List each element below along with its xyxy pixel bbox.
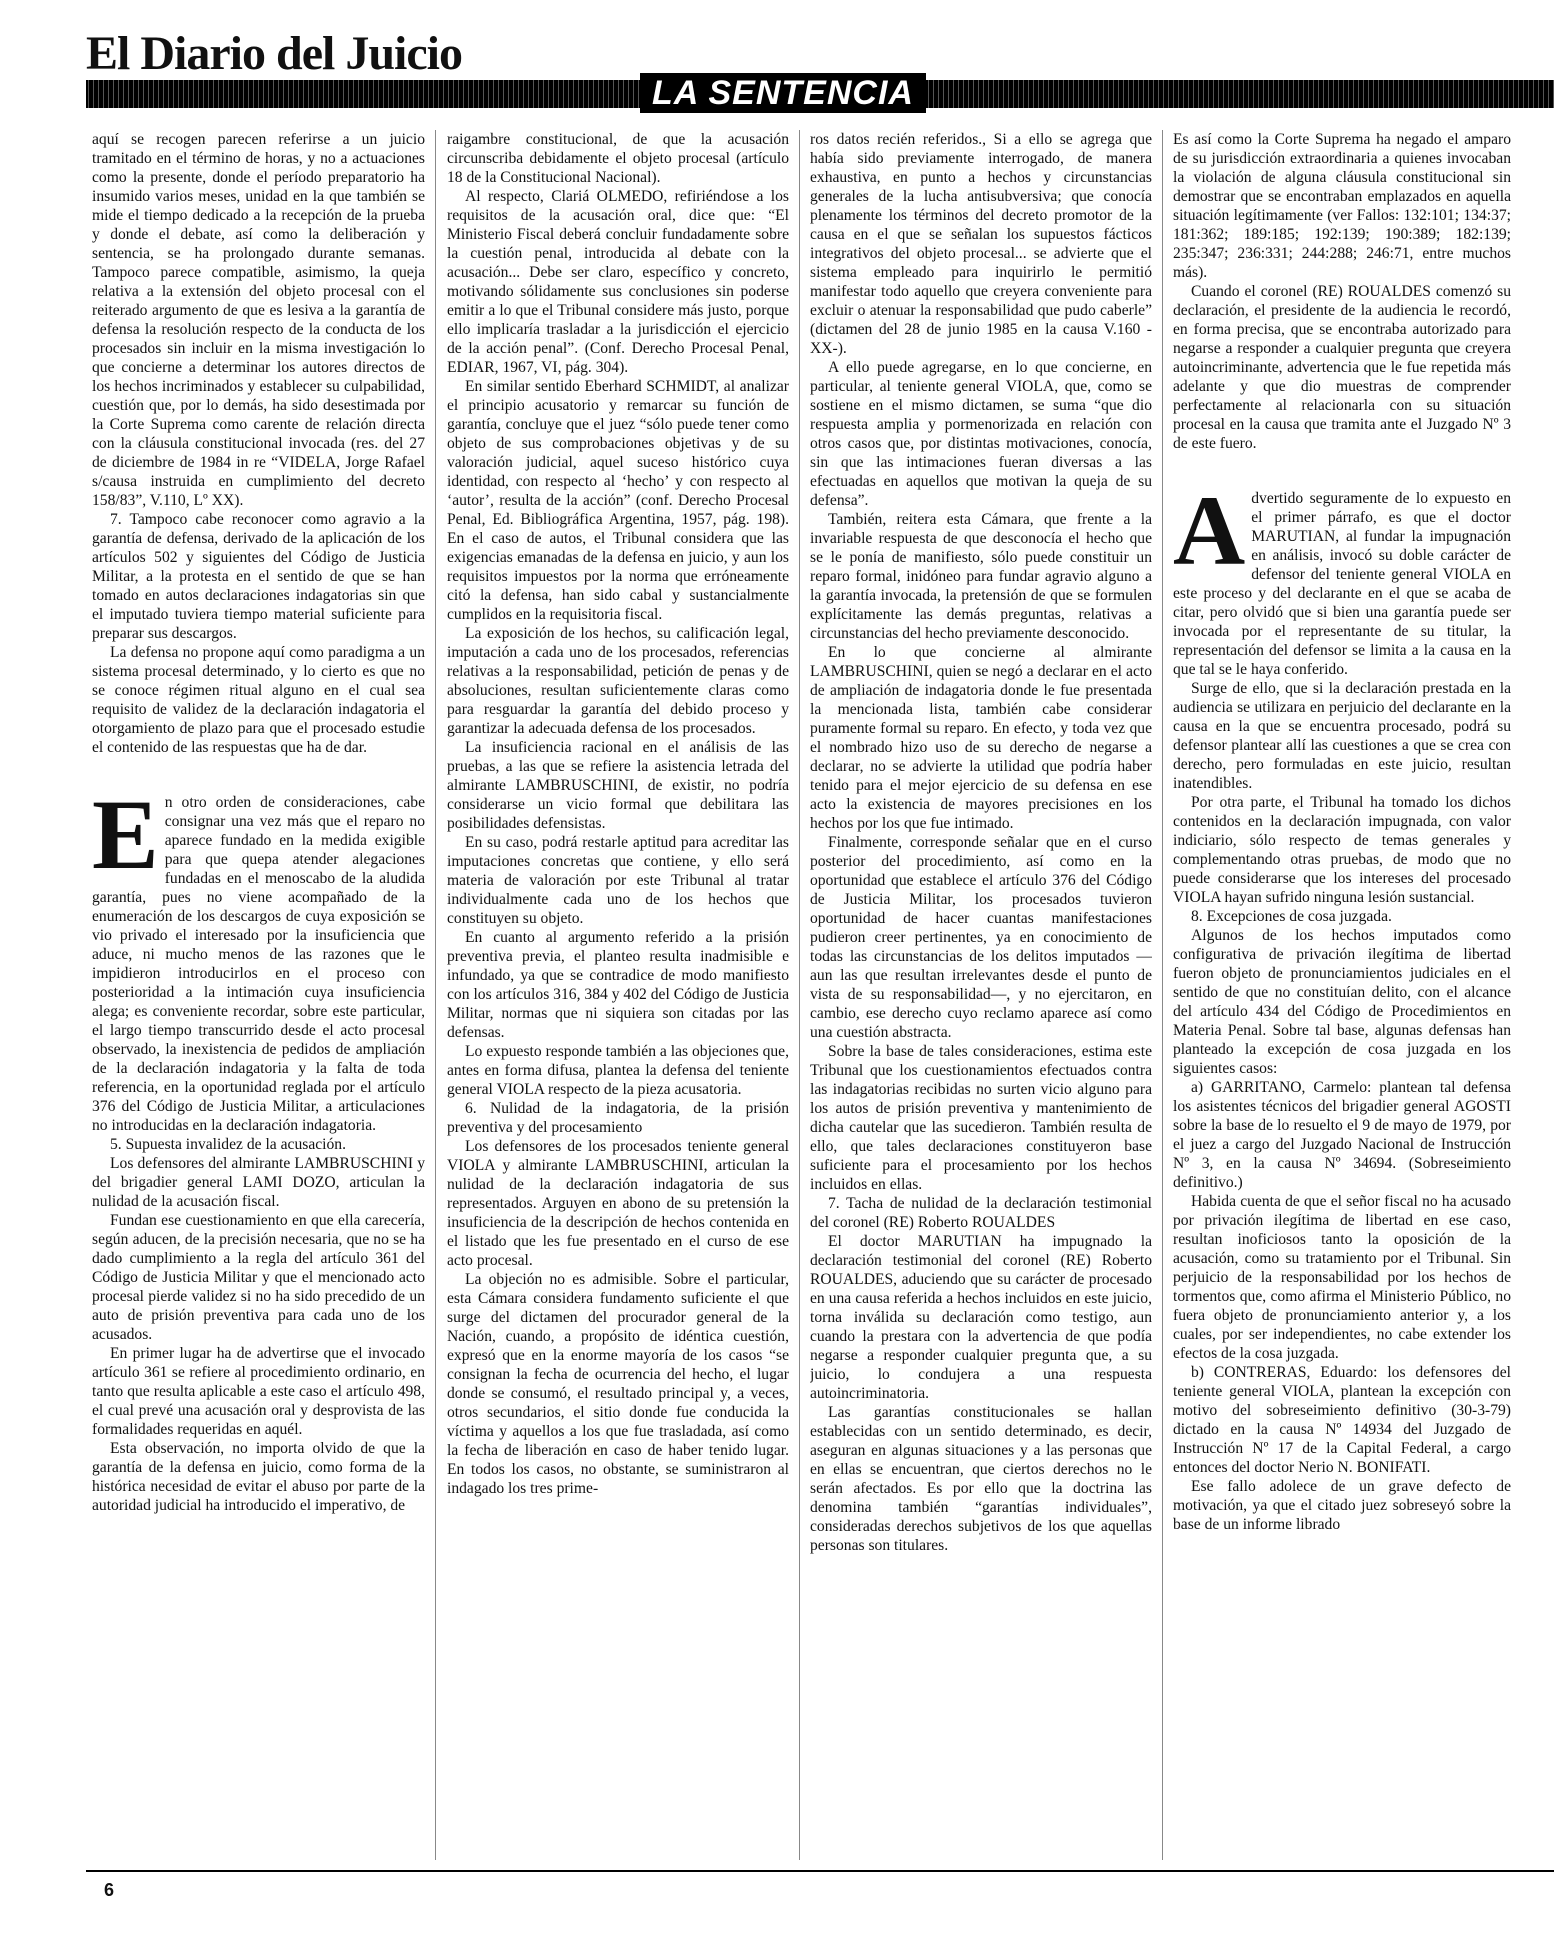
paragraph-text: En similar sentido Eberhard SCHMIDT, al analizar el principio acusatorio y remarcar su función de garantía, concluye que el juez “sólo puede tener como objeto de sus comprobaciones objetivas y de su valoración judicial, aquel suceso histórico cuya identidad, con respecto al ‘hecho’ y con respecto al ‘autor’, resulta de la acción” (conf. Derecho Procesal Penal, Ed. Bibliográfica Argentina, 1957, pág. 198). En el caso de autos, el Tribunal considera que las exigencias emanadas de la defensa en juicio, y aun los requisitos impuestos por la norma que erróneamente citó la defensa, han sido cabal y sustancialmente cumplidos en la requisitoria fiscal. [447,378,789,623]
article-paragraph [447,833,789,928]
paragraph-text: La defensa no propone aquí como paradigma a un sistema procesal determinado, y lo cierto es que no se conoce régimen ritual alguno en el cual sea requisito de validez de la declaración indagatoria el otorgamiento de plazo para que el procesado estudie el contenido de las respuestas que ha de dar. [92,644,425,756]
paragraph-text: raigambre constitucional, de que la acusación circunscriba debidamente el objeto procesal (artículo 18 de la Constitucional Nacional). [447,131,789,186]
article-paragraph [1173,926,1511,1078]
column-divider [435,130,436,1860]
article-paragraph [810,833,1152,1042]
paragraph-text: En cuanto al argumento referido a la prisión preventiva previa, el planteo resulta inadmisible e infundado, ya que se contradice de modo manifiesto con los artículos 316, 384 y 402 del Código de Justicia Militar, normas que ni siquiera son citadas por las defensas. [447,929,789,1041]
paragraph-text: Cuando el coronel (RE) ROUALDES comenzó su declaración, el presidente de la audiencia le recordó, en forma precisa, que se encontraba autorizado para negarse a responder a cualquier pregunta que creyera autoincriminante, advertencia que le fue repetida más adelante y que dio muestras de comprender perfectamente al relacionarla con su situación procesal en la causa que tramita ante el Juzgado Nº 3 de este fuero. [1173,283,1511,452]
article-paragraph [1173,130,1511,282]
paragraph-text: 7. Tampoco cabe reconocer como agravio a la garantía de defensa, derivado de la aplicación de los artículos 502 y siguientes del Código de Justicia Militar, a la protesta en el sentido de que se han tomado en autos declaraciones indagatorias sin que el imputado tuviera tiempo material suficiente para preparar sus descargos. [92,511,425,642]
paragraph-text: La exposición de los hechos, su calificación legal, imputación a cada uno de los procesados, referencias relativas a la responsabilidad, petición de penas y de absoluciones, resultan suficientemente claras como para resguardar la garantía del debido proceso y garantizar la adecuada defensa de los procesados. [447,625,789,737]
article-paragraph [1173,907,1511,926]
article-paragraph [92,1344,425,1439]
paragraph-text: A ello puede agregarse, en lo que concierne, en particular, al teniente general VIOLA, que, como se sostiene en el mismo dictamen, se suma “que dio respuesta amplia y pormenorizada en relación con otros casos que, por distintas motivaciones, conocía, sin que las intimaciones fueran diversas a las efectuadas en aquellos que motivan la queja de su defensa”. [810,359,1152,509]
article-paragraph [810,1042,1152,1194]
paragraph-text: Los defensores de los procesados teniente general VIOLA y almirante LAMBRUSCHINI, articulan la nulidad de la declaración indagatoria de sus representados. Arguyen en abono de su pretensión la insuficiencia de la descripción de hechos contenida en el listado que les fue presentado en el curso de ese acto procesal. [447,1138,789,1269]
article-paragraph [447,377,789,624]
paragraph-text: 5. Supuesta invalidez de la acusación. [110,1136,346,1153]
article-paragraph [92,643,425,757]
article-paragraph [810,358,1152,510]
page-number: 6 [104,1880,115,1900]
article-paragraph [92,510,425,643]
article-paragraph [92,1439,425,1515]
paragraph-text: 7. Tacha de nulidad de la declaración testimonial del coronel (RE) Roberto ROUALDES [810,1195,1152,1231]
column-4 [1173,130,1511,1860]
article-paragraph [92,779,425,1135]
paragraph-text: Esta observación, no importa olvido de que la garantía de la defensa en juicio, como forma de la histórica necesidad de evitar el abuso por parte de la autoridad judicial ha introducido el imperativo, de [92,1440,425,1514]
paragraph-text: Finalmente, corresponde señalar que en el curso posterior del procedimiento, así como en la oportunidad que establece el artículo 376 del Código de Justicia Militar, los procesados tuvieron oportunidad de hacer cuantas manifestaciones pudieron creer pertinentes, ya en conocimiento de todas las circunstancias de los delitos imputados —aun las que resultan irrelevantes desde el punto de vista de su responsabilidad—, y no ejercitaron, en cambio, ese derecho cuyo reclamo aparece así como una cuestión abstracta. [810,834,1152,1041]
article-paragraph [1173,1078,1511,1192]
article-paragraph [1173,1477,1511,1534]
article-paragraph [447,928,789,1042]
paragraph-text: Por otra parte, el Tribunal ha tomado los dichos contenidos en la declaración impugnada, con valor indiciario, sólo respecto de temas generales y complementando otras pruebas, de modo que no puede considerarse que los intereses del procesado VIOLA hayan sufrido ninguna lesión sustancial. [1173,794,1511,906]
paragraph-text: El doctor MARUTIAN ha impugnado la declaración testimonial del coronel (RE) Roberto ROUALDES, aduciendo que su carácter de procesado en una causa referida a hechos incluidos en este juicio, torna inválida su declaración como testigo, aun cuando la prestara con la advertencia de que podía negarse a responder cualquier pregunta que, a su juicio, lo condujera a una respuesta autoincriminatoria. [810,1233,1152,1402]
paragraph-text: En su caso, podrá restarle aptitud para acreditar las imputaciones concretas que contiene, y ello será materia de valoración por este Tribunal al tratar individualmente cada uno de los hechos que constituyen su objeto. [447,834,789,927]
article-paragraph [447,1099,789,1137]
paragraph-text: Ese fallo adolece de un grave defecto de motivación, ya que el citado juez sobreseyó sobre la base de un informe librado [1173,1478,1511,1533]
article-paragraph [810,643,1152,833]
article-paragraph [810,1403,1152,1555]
article-paragraph [447,1270,789,1498]
footer-rule [86,1870,1554,1872]
article-paragraph [810,1232,1152,1403]
article-paragraph [92,1154,425,1211]
paragraph-text: La insuficiencia racional en el análisis de las pruebas, a las que se refiere la asistencia letrada del almirante LAMBRUSCHINI, de existir, no podría considerarse un vicio formal que debilitara las posibilidades defensistas. [447,739,789,832]
article-paragraph [447,1137,789,1270]
article-paragraph [810,130,1152,358]
column-divider [799,130,800,1860]
column-divider [1162,130,1163,1860]
article-paragraph [1173,679,1511,793]
paragraph-text: Surge de ello, que si la declaración prestada en la audiencia se utilizara en perjuicio del declarante en la causa en la que se encuentra procesado, podrá su defensor plantear allí las cuestiones a que se crea con derecho, pero formuladas en este juicio, resultan inatendibles. [1173,680,1511,792]
paragraph-text: Al respecto, Clariá OLMEDO, refiriéndose a los requisitos de la acusación oral, dice que: “El Ministerio Fiscal deberá concluir fundadamente sobre la cuestión penal, introducida al debate con la acusación... Debe ser claro, específico y concreto, motivando sólidamente sus conclusiones sin poderse emitir a lo que el Tribunal considere más justo, porque ello implicaría trasladar a la jurisdicción el ejercicio de la acción penal”. (Conf. Derecho Procesal Penal, EDIAR, 1967, VI, pág. 304). [447,188,789,376]
paragraph-text: En primer lugar ha de advertirse que el invocado artículo 361 se refiere al procedimiento ordinario, en tanto que resulta aplicable a este caso el artículo 498, el cual prevé una acusación oral y desprovista de las formalidades requeridas en aquél. [92,1345,425,1438]
article-paragraph [447,738,789,833]
article-paragraph [1173,1192,1511,1363]
article-paragraph [1173,282,1511,453]
paragraph-text: Sobre la base de tales consideraciones, estima este Tribunal que los cuestionamientos efectuados contra las indagatorias recibidas no surten vicio alguno para los autos de prisión preventiva y mantenimiento de dicha cautelar que las sucedieron. También resulta de ello, que tales declaraciones constituyeron base suficiente para el procesamiento por los hechos incluidos en ellas. [810,1043,1152,1193]
article-paragraph [447,1042,789,1099]
article-paragraph [810,1194,1152,1232]
paragraph-text: n otro orden de consideraciones, cabe consignar una vez más que el reparo no aparece fundado en la medida exigible para que quepa atender alegaciones fundadas en el menoscabo de la aludida garantía, pues no viene acompañado de la enumeración de los descargos de cuya exposición se vio privado el interesado por la insuficiencia que aduce, ni mucho menos de las razones que le impidieron introducirlos en el proceso con posterioridad a la intimación cuya insuficiencia alega; es conveniente recordar, sobre este particular, el largo tiempo transcurrido desde el acto procesal observado, la inexistencia de pedidos de ampliación de la declaración indagatoria y la falta de toda referencia, en la oportunidad reglada por el artículo 376 del Código de Justicia Militar, a articulaciones no introducidas en la declaración indagatoria. [92,794,425,1134]
article-paragraph [92,1211,425,1344]
article-paragraph [447,624,789,738]
paragraph-text: Lo expuesto responde también a las objeciones que, antes en forma difusa, plantea la defensa del teniente general VIOLA respecto de la pieza acusatoria. [447,1043,789,1098]
article-paragraph [447,187,789,377]
paragraph-text: aquí se recogen parecen referirse a un juicio tramitado en el término de horas, y no a actuaciones como la presente, donde el período preparatorio ha insumido varios meses, unidad en la que también se mide el tiempo dedicado a la recepción de la prueba y donde el debate, así como la deliberación y sentencia, se ha prolongado durante semanas. Tampoco parece compatible, asimismo, la queja relativa a la extensión del objeto procesal con el reiterado argumento de que es lesiva a la garantía de defensa la resolución respecto de la conducta de los procesados sin incluir en la misma investigación lo que concierne a determinar los autores directos de los hechos incriminados y establecer su culpabilidad, cuestión que, por lo demás, ha sido desestimada por la Corte Suprema como carente de relación directa con la cláusula constitucional invocada (res. del 27 de diciembre de 1984 in re “VIDELA, Jorge Rafael s/causa instruida en cumplimiento del decreto 158/83”, V.110, Lº XX). [92,131,425,509]
paragraph-text: También, reitera esta Cámara, que frente a la invariable respuesta de que desconocía el hecho que se le ponía de manifiesto, sólo puede constituir un reparo formal, inidóneo para fundar agravio alguno a la garantía invocada, la pretensión de que se formulen explícitamente las demás preguntas, relativas a circunstancias del hecho previamente desconocido. [810,511,1152,642]
paragraph-text: En lo que concierne al almirante LAMBRUSCHINI, quien se negó a declarar en el acto de ampliación de indagatoria donde le fue presentada la mencionada lista, también cabe considerar puramente formal su reparo. En efecto, y toda vez que el nombrado hizo uso de su derecho de negarse a declarar, no se advierte la utilidad que podría haber tenido para el mejor ejercicio de su defensa en ese acto la existencia de mayores precisiones en los hechos por los que fue intimado. [810,644,1152,832]
column-3 [810,130,1152,1860]
article-paragraph [1173,793,1511,907]
paragraph-text: La objeción no es admisible. Sobre el particular, esta Cámara considera fundamento suficiente el que surge del dictamen del procurador general de la Nación, cuando, a propósito de idéntica cuestión, expresó que en la enorme mayoría de los casos “se consignan la fecha de ocurrencia del hecho, el lugar donde se consumó, el resultado principal y, a veces, otros secundarios, el sitio donde fue conducida la víctima y aquellos a los que fue trasladada, así como la fecha de liberación en caso de haber tenido lugar. En todos los casos, no obstante, se suministraron al indagado los tres prime- [447,1271,789,1497]
paragraph-text: dvertido seguramente de lo expuesto en el primer párrafo, es que el doctor MARUTIAN, al fundar la impugnación en análisis, invocó su doble carácter de defensor del teniente general VIOLA en este proceso y del declarante en el que se acaba de citar, pero olvidó que si bien una garantía puede ser invocada por el representante de su titular, la representación del defensor se limita a la causa en la que tal se le haya conferido. [1173,490,1511,678]
paragraph-text: Los defensores del almirante LAMBRUSCHINI y del brigadier general LAMI DOZO, articulan la nulidad de la acusación fiscal. [92,1155,425,1210]
paragraph-text: Habida cuenta de que el señor fiscal no ha acusado por privación ilegítima de libertad en ese caso, resultan inoficiosos tanto la oposición de la acusación, como su tratamiento por el Tribunal. Sin perjuicio de la responsabilidad por los hechos de tormentos que, como afirma el Ministerio Público, no fuera objeto de pronunciamiento anterior y, a los cuales, por ser independientes, no cabe extender los efectos de la cosa juzgada. [1173,1193,1511,1362]
column-1 [92,130,425,1860]
article-paragraph [92,130,425,510]
paragraph-text: b) CONTRERAS, Eduardo: los defensores del teniente general VIOLA, plantean la excepción con motivo del sobreseimiento definitivo (30-3-79) dictado en la causa Nº 14934 del Juzgado de Instrucción Nº 17 de la Capital Federal, a cargo entonces del doctor Nerio N. BONIFATI. [1173,1364,1511,1476]
paragraph-text: ros datos recién referidos., Si a ello se agrega que había sido previamente interrogado, de manera exhaustiva, en punto a hechos y circunstancias generales de la lucha antisubversiva; que conocía plenamente los términos del decreto promotor de la causa en el que se señalan los supuestos fácticos integrativos del objeto procesal... se advierte que el sistema empleado para inquirirlo le permitió manifestar todo aquello que creyera conveniente para excluir o atenuar la responsabilidad que pudo caberle” (dictamen del 28 de junio 1985 en la causa V.160 -XX-). [810,131,1152,357]
paragraph-text: 8. Excepciones de cosa juzgada. [1191,908,1392,925]
paragraph-text: Las garantías constitucionales se hallan establecidas con un sentido determinado, es decir, aseguran en algunas situaciones y a las personas que en ellas se encuentran, que ciertos derechos no le serán afectados. Es por ello que la doctrina las denomina también “garantías individuales”, consideradas derechos subjetivos de los que aquellas personas son titulares. [810,1404,1152,1554]
article-paragraph [810,510,1152,643]
masthead: El Diario del Juicio [86,27,462,80]
article-paragraph [92,1135,425,1154]
column-2 [447,130,789,1860]
article-paragraph [447,130,789,187]
drop-cap: E [92,779,159,890]
paragraph-text: Es así como la Corte Suprema ha negado el amparo de su jurisdicción extraordinaria a quienes invocaban la violación de alguna cláusula constitucional sin demostrar que se encontraban emplazados en aquella situación legítimamente (ver Fallos: 132:101; 134:37; 181:362; 189:185; 192:139; 190:389; 182:139; 235:347; 236:331; 244:288; 246:71, entre muchos más). [1173,131,1511,281]
paragraph-text: a) GARRITANO, Carmelo: plantean tal defensa los asistentes técnicos del brigadier general AGOSTI sobre la base de lo resuelto el 9 de mayo de 1979, por el juez a cargo del Juzgado Nacional de Instrucción Nº 3, en la causa Nº 34694. (Sobreseimiento definitivo.) [1173,1079,1511,1191]
drop-cap: A [1173,475,1246,586]
paragraph-text: Fundan ese cuestionamiento en que ella carecería, según aducen, de la precisión necesaria, que no se ha dado cumplimiento a la regla del artículo 361 del Código de Justicia Militar y que el mencionado acto procesal pierde validez si no ha sido precedido de un auto de prisión preventiva para cada uno de los acusados. [92,1212,425,1343]
section-title: LA SENTENCIA [640,73,926,113]
article-paragraph [1173,1363,1511,1477]
article-paragraph [1173,475,1511,679]
paragraph-text: 6. Nulidad de la indagatoria, de la prisión preventiva y del procesamiento [447,1100,789,1136]
paragraph-text: Algunos de los hechos imputados como configurativa de privación ilegítima de libertad fueron objeto de pronunciamientos judiciales en el sentido de que no constituían delito, con el alcance del artículo 434 del Código de Procedimientos en Materia Penal. Sobre tal base, algunas defensas han planteado la excepción de cosa juzgada en los siguientes casos: [1173,927,1511,1077]
